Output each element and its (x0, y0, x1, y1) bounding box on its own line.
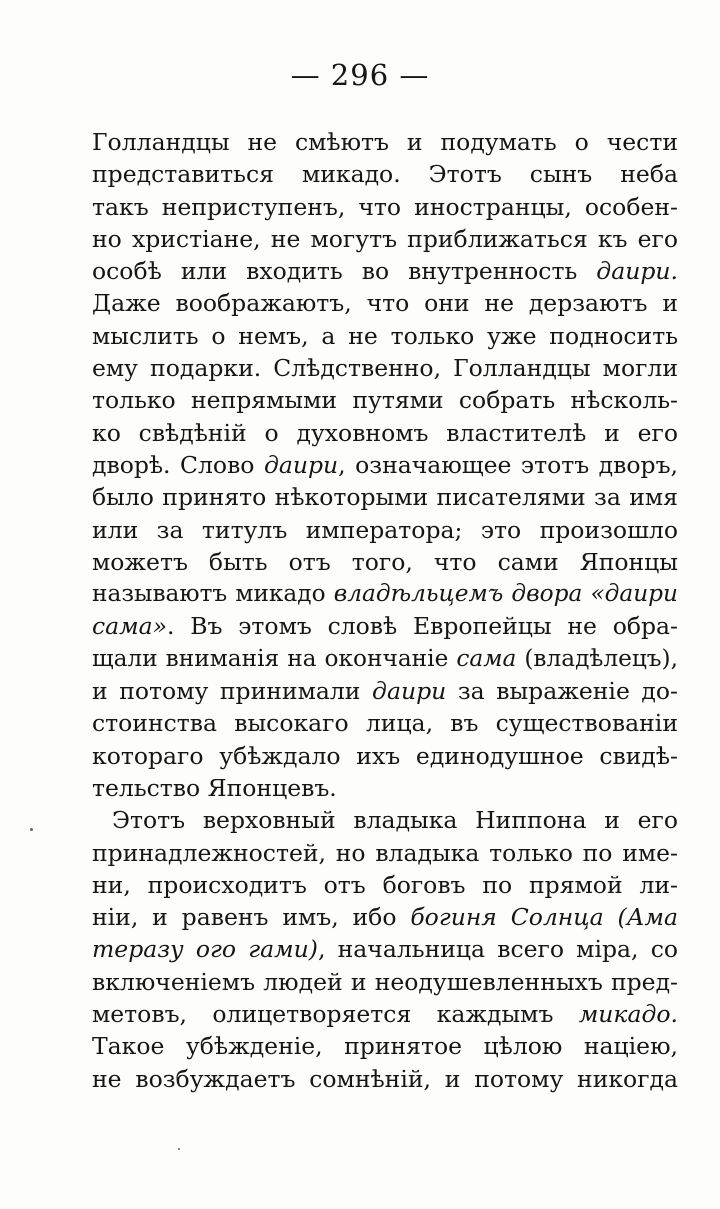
text-segment: и потому принимали (92, 677, 373, 706)
text-segment: Голландцы не смѣютъ и подумать о чести (92, 128, 678, 156)
text-segment: ему подарки. Слѣдственно, Голландцы могли (92, 354, 678, 383)
text-segment: ко свѣдѣній о духовномъ властителѣ и его (92, 418, 678, 447)
text-line (92, 933, 678, 965)
text-segment: Такое убѣжденіе, принятое цѣлою націею, (92, 1032, 678, 1061)
text-line (92, 643, 678, 675)
text-line (92, 804, 678, 836)
text-segment: включеніемъ людей и неодушевленныхъ пред- (92, 967, 678, 996)
page-number: — 296 — (290, 58, 430, 92)
italic-text: даири (372, 677, 447, 706)
text-line (92, 449, 678, 481)
text-segment: или за титулъ императора; это произошло (92, 515, 678, 544)
text-line (92, 610, 678, 642)
text-line (92, 578, 678, 610)
italic-text: сама» (92, 612, 168, 641)
text-line (92, 1063, 678, 1095)
text-line (92, 772, 678, 804)
italic-text: даири (263, 450, 339, 479)
text-segment: но христіане, не могутъ приближаться къ его (92, 224, 678, 253)
print-speck (30, 828, 33, 831)
text-segment: за выраженіе до- (446, 677, 678, 706)
body-text (92, 126, 678, 1095)
text-segment: ніи, и равенъ имъ, ибо (92, 903, 411, 932)
text-line (92, 998, 678, 1030)
text-line (92, 707, 678, 739)
text-line (92, 126, 678, 158)
text-line (92, 675, 678, 707)
text-line (92, 1030, 678, 1062)
italic-text: богиня Солнца (Ама (410, 903, 678, 932)
text-segment: (владѣлецъ), (516, 644, 678, 672)
text-line (92, 837, 678, 869)
text-segment: Этотъ верховный владыка Ниппона и его (112, 806, 678, 835)
italic-text: даири. (596, 257, 678, 286)
text-line (92, 417, 678, 449)
text-segment: стоинства высокаго лица, въ существованіи (92, 709, 678, 738)
text-line (92, 352, 678, 384)
text-segment: представиться микадо. Этотъ сынъ неба (92, 160, 678, 189)
text-segment: было принято нѣкоторыми писателями за имя (92, 483, 678, 512)
text-segment: можетъ быть отъ того, что сами Японцы (92, 547, 678, 576)
italic-text: сама (456, 644, 517, 672)
text-segment: . Въ этомъ словѣ Европейцы не обра- (167, 612, 678, 641)
italic-text: микадо. (578, 1000, 678, 1029)
text-line (92, 320, 678, 352)
text-segment: только непрямыми путями собрать нѣсколь- (92, 386, 678, 415)
text-line (92, 481, 678, 513)
text-segment: особѣ или входить во внутренность (92, 257, 597, 286)
text-segment: щали вниманія на окончаніе (92, 644, 457, 672)
text-segment: , означающее этотъ дворъ, (338, 450, 678, 479)
print-speck (178, 1148, 180, 1150)
text-line (92, 869, 678, 901)
text-segment: не возбуждаетъ сомнѣній, и потому никогда (92, 1064, 678, 1093)
text-segment: , начальница всего міра, со (317, 935, 678, 964)
text-line (92, 191, 678, 223)
italic-text: владѣльцемъ двора «даири (333, 580, 678, 608)
text-segment: тельство Японцевъ. (92, 773, 337, 802)
text-segment: принадлежностей, но владыка только по име- (92, 838, 678, 867)
text-segment: такъ неприступенъ, что иностранцы, особен- (92, 192, 678, 221)
text-line (92, 384, 678, 416)
text-segment: метовъ, олицетворяется каждымъ (92, 1000, 579, 1029)
text-line (92, 158, 678, 190)
text-segment: ни, происходитъ отъ боговъ по прямой ли- (92, 870, 678, 899)
text-line (92, 255, 678, 287)
text-segment: дворѣ. Слово (92, 450, 264, 479)
text-segment: называютъ микадо (92, 580, 334, 608)
text-segment: Даже воображаютъ, что они не дерзаютъ и (92, 289, 678, 318)
text-segment: котораго убѣждало ихъ единодушное свидѣ- (92, 741, 678, 770)
text-line (92, 740, 678, 772)
text-line (92, 287, 678, 319)
italic-text: теразу ого гами) (92, 935, 318, 964)
text-line (92, 514, 678, 546)
text-line (92, 901, 678, 933)
text-segment: мыслить о немъ, а не только уже подносить (92, 321, 678, 350)
text-line (92, 966, 678, 998)
text-line (92, 223, 678, 255)
text-line (92, 546, 678, 578)
